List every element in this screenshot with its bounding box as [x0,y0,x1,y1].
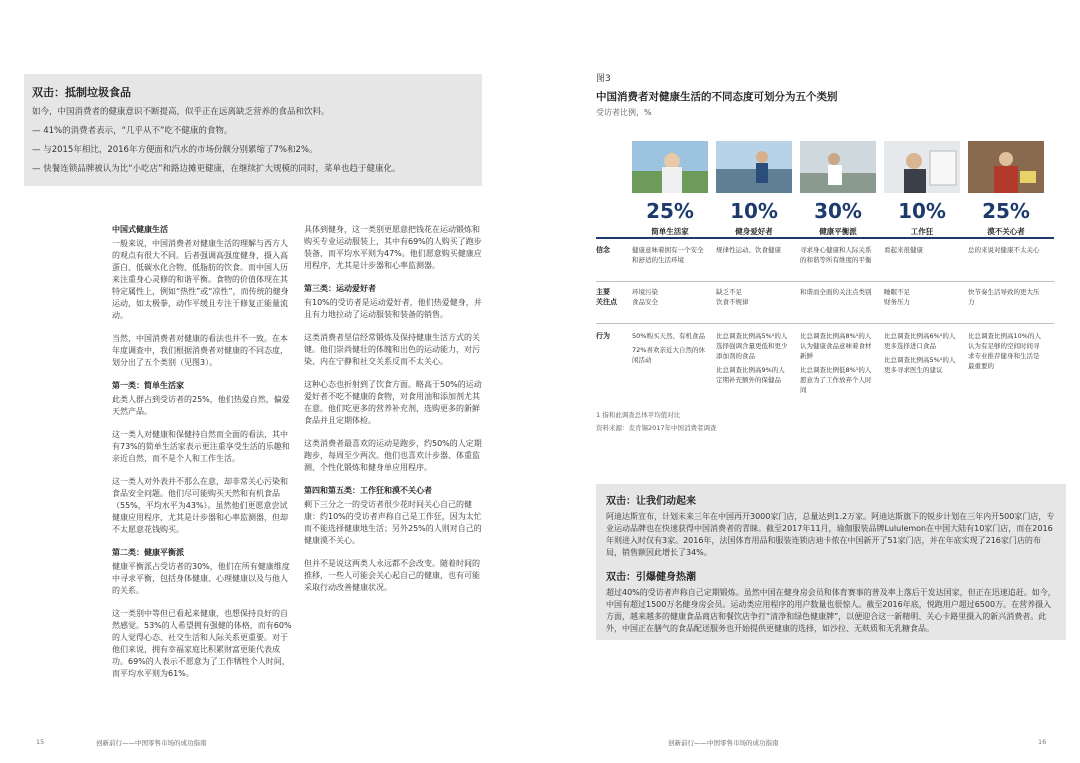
belief-cell: 总的来说对健康不太关心 [968,246,1040,254]
behavior-text: 比总调查比例高5%¹的人更多寻求医生的建议 [884,356,956,374]
row-divider [596,323,1054,324]
segment-photo-fitness [716,141,792,193]
figure-footnote: 1 指和此调查总体平均值对比 [596,411,681,419]
segment-name: 漠不关心者 [987,227,1025,236]
paragraph: 这种心态也折射到了饮食方面。略高于50%的运动爱好者不吃不健康的食物，对食用油和添加剂尤其在意。他们吃更多的营养补充剂，选购更多的新鲜食品并且定期体检。 [304,380,482,425]
figure-subtitle: 受访者比例，% [596,108,652,117]
behavior-text: 比总调查比例低8%¹的人愿意为了工作放弃个人时间 [800,366,872,394]
segment-name: 简单生活家 [651,227,689,236]
paragraph: 一般来说，中国消费者对健康生活的理解与西方人的观点有很大不同。后者强调高强度健身，摄入高蛋白、低碳水化合物、低脂肪的饮食。而中国人历来注重身心灵修的和谐平衡。食物的价值体现在其特定属性上，例如“热性”或“凉性”，而传统的健身运动，如太极拳，动作平缓且专注于修复正能量流动。 [112,239,289,320]
paragraph: 但并不是说这两类人永远都不会改变。随着时间的推移，一些人可能会关心起自己的健康，也有可能采取行动改善健康状况。 [304,559,480,592]
callout-intro: 如今，中国消费者的健康意识不断提高，似乎正在远离缺乏营养的食品和饮料。 [32,107,330,117]
row-label-behavior: 行为 [596,332,610,340]
belief-cell: 寻求身心健康和人际关系的和谐等所有维度的平衡 [800,246,872,264]
row-divider [596,281,1054,282]
segment-name: 工作狂 [910,227,934,236]
paragraph: 这类消费者最喜欢的运动是跑步，约50%的人定期跑步，每周至少两次。他们也喜欢计步器、体重监测、个性化锻炼和健身单应用程序。 [304,439,482,472]
behavior-cell [800,331,874,395]
paragraph: 这一类人对外表并不那么在意，却非常关心污染和食品安全问题。他们尽可能购买天然和有机食品（55%，平均水平为43%）。虽然他们更愿意尝试健康应用程序，尤其是计步器和心率监测器，但却不太愿意花钱购买。 [112,477,288,534]
segment-pct: 30% [814,199,862,223]
callout-title: 双击：抵制垃圾食品 [32,86,131,99]
concern-cell: 睡眠不足 财务压力 [884,288,910,306]
segment-photo-indifferent [968,141,1044,193]
callout-bullet: — 快餐连锁品牌被认为比“小吃店”和路边摊更健康，在继续扩大规模的同时，菜单也趋于健康化。 [32,164,401,174]
segment-pct: 25% [982,199,1030,223]
section-heading: 中国式健康生活 [112,225,168,234]
box-text: 超过40%的受访者声称自己定期锻炼。虽然中国在健身房会员和体育赛事的普及率上落后于发达国家，但正在迅速追赶。如今，中国有超过1500万名健身房会员。运动类应用程序的用户数量也很惊人。截至2016年底，悦跑用户超过6500万。在营养摄入方面，越来越多的健康食品商店和餐饮店争打“清净和绿色健康牌”，以便迎合这一新精明、关心卡路里摄入的新兴消费者。此外，中国正在膳气的食品配送服务也开始提供更健康的选择，如沙拉、无麸质和无乳糖食品。 [606,588,1056,633]
box-title: 双击：让我们动起来 [606,496,696,507]
belief-cell: 看起来很健康 [884,246,923,254]
behavior-cell [968,331,1042,371]
paragraph: 健康平衡派占受访者的30%，他们在所有健康维度中寻求平衡，包括身体健康、心理健康以及与他人的关系。 [112,562,290,595]
behavior-text: 比总调查比例高6%¹的人更多选择进口食品 [884,332,956,350]
page-number: 16 [1038,738,1047,746]
section-heading: 第二类：健康平衡派 [112,548,184,557]
paragraph: 剩下三分之一的受访者很少花时间关心自己的健康：约10%的受访者声称自己是工作狂，因为太忙而不能选择健康地生活；另外25%的人则对自己的健康漠不关心。 [304,500,482,545]
segment-photo-balance [800,141,876,193]
paragraph: 这一类别中等但已看起来健康，也想保持良好的自然感觉。53%的人希望拥有强健的体格，而有60%的人觉得心态、社交生活和人际关系更重要。对于他们来说，拥有幸福家庭比积累财富更能代表成功。69%的人表示不愿意为了工作牺牲个人时间，而平均水平则为61%。 [112,609,292,678]
belief-cell: 规律性运动、饮食健康 [716,246,781,254]
behavior-text: 比总调查比例高5%¹的人选择强调含量更低和更少添加剂的食品 [716,332,788,360]
row-label-concern: 主要 关注点 [596,288,617,306]
page-number: 15 [36,738,45,746]
callout-bullets [32,125,474,175]
concern-cell: 快节奏生活导致的更大压力 [968,288,1040,306]
footer: 创新前行——中国零售市场的成功指南 [668,739,779,747]
segment-photo-workaholic [884,141,960,193]
belief-cell: 健康意味着拥有一个安全和舒适的生活环境 [632,246,704,264]
paragraph: 有10%的受访者是运动爱好者，他们热爱健身，并且有力地拉动了运动服装和装备的销售。 [304,298,482,319]
behavior-text: 比总调查比例高10%的人认为有足够的空间时间寻求专业推荐健身和生活是最重要的 [968,332,1041,370]
segment-pct: 10% [898,199,946,223]
right-page [540,0,1080,763]
figure-source: 资料来源：麦肯锡2017年中国消费者调查 [596,424,717,432]
behavior-text: 72%喜欢亲近大自然的休闲活动 [632,346,705,364]
concern-cell: 缺乏不足 饮食不规律 [716,288,749,306]
section-heading: 第一类：简单生活家 [112,381,184,390]
paragraph: 具体到健身，这一类别更愿意把钱花在运动锻炼和购买专业运动服装上，其中有69%的人购买了跑步装备，而平均水平则为47%。他们愿意购买健康应用程序，尤其是计步器和心率监测器。 [304,225,482,270]
section-heading: 第四和第五类：工作狂和漠不关心者 [304,486,432,495]
text-column-2 [304,224,484,605]
behavior-text: 比总调查比例高8%¹的人认为健康食品意味着食材新鲜 [800,332,872,360]
fitness-boom-box [596,562,1066,640]
footer: 创新前行——中国零售市场的成功指南 [96,739,207,747]
paragraph: 当然，中国消费者对健康的看法也并不一致。在本年度调查中，我们根据消费者对健康的不同态度，划分出了五个类别（见图3）。 [112,334,288,367]
behavior-text: 50%购买天然、有机食品 [632,332,705,340]
concern-cell: 和谐而全面的关注点类别 [800,288,872,296]
behavior-text: 比总调查比例高9%的人定期补充额外的保健品 [716,366,785,384]
box-title: 双击：引爆健身热潮 [606,572,696,583]
paragraph: 这一类人对健康和保健持自然而全面的看法，其中有73%的简单生活家表示更注重享受生活的乐趣和亲近自然，而不是个人和工作生活。 [112,430,290,463]
concern-cell: 环境污染 食品安全 [632,288,658,306]
figure-label: 图3 [596,74,611,84]
text-column-1 [112,224,292,691]
junk-food-callout [24,74,482,186]
segment-pct: 10% [730,199,778,223]
segment-photo-simple-life [632,141,708,193]
paragraph: 此类人群占到受访者的25%，他们热爱自然，偏爱天然产品。 [112,395,290,416]
section-heading: 第三类：运动爱好者 [304,284,376,293]
figure-title: 中国消费者对健康生活的不同态度可划分为五个类别 [596,91,838,103]
segment-name: 健身爱好者 [735,227,773,236]
behavior-cell [884,331,958,375]
lets-move-box [596,484,1066,562]
behavior-cell [716,331,790,385]
segment-name: 健康平衡派 [819,227,857,236]
behavior-cell [632,331,706,365]
segment-pct: 25% [646,199,694,223]
callout-bullet: — 41%的消费者表示，“几乎从不”吃不健康的食物。 [32,126,233,136]
paragraph: 这类消费者坚信经常锻炼及保持健康生活方式的关键。他们崇尚健壮的体魄和出色的运动能力，对污染、内在宁静和社交关系反而不太关心。 [304,333,480,366]
box-text: 阿迪达斯宣布，计划未来三年在中国再开3000家门店，总量达到1.2万家。阿迪达斯旗下的锐步计划在三年内开500家门店，专业运动品牌也在快速获得中国消费者的青睐。截至2017年11月，瑜伽服装品牌Lululemon在中国大陆有10家门店，而在2016年则进入时仅有3家。2016年，法国体育用品和服装连锁店迪卡侬在中国新开了51家门店，并在年底实现了216家门店的布局，销售额因此增长了34%。 [606,512,1055,557]
callout-bullet: — 与2015年相比，2016年方便面和汽水的市场份额分别累缩了7%和2%。 [32,145,318,155]
row-label-belief: 信念 [596,246,610,254]
figure-divider [596,237,1054,239]
